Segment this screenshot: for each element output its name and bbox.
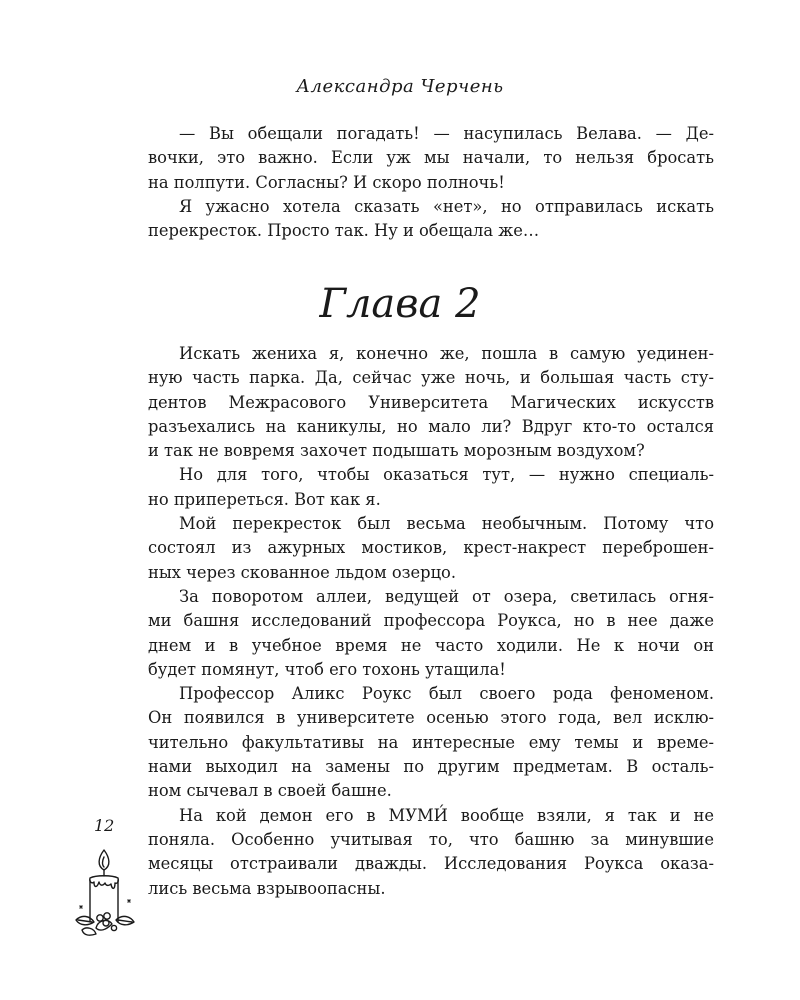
text-line: поняла. Особенно учитывая то, что башню за минувшие (148, 829, 714, 849)
page-number: 12 (94, 816, 115, 835)
text-line: и так не вовремя захочет подышать морозным воздухом? (148, 441, 645, 461)
text-line: Мой перекресток был весьма необычным. Потому что (179, 514, 714, 534)
text-line: дентов Межрасового Университета Магических искусств (148, 392, 714, 412)
text-line: Искать жениха я, конечно же, пошла в самую уединен- (179, 344, 714, 363)
text-line: нами выходил на замены по другим предметам. В осталь- (148, 757, 714, 777)
text-line: но припереться. Вот как я. (148, 489, 381, 509)
text-line: на полпути. Согласны? И скоро полночь! (148, 172, 505, 192)
text-line: На кой демон его в МУМИ́ вообще взяли, я так и не (179, 805, 714, 825)
text-line: ных через скованное льдом озерцо. (148, 562, 457, 582)
text-line: чительно факультативы на интересные ему темы и време- (148, 732, 714, 752)
text-line: разъехались на каникулы, но мало ли? Вдруг кто-то остался (148, 416, 714, 436)
candle-icon (70, 846, 138, 940)
text-line: Я ужасно хотела сказать «нет», но отправилась искать (179, 196, 714, 216)
text-line: лись весьма взрывоопасны. (148, 878, 386, 898)
text-line: состоял из ажурных мостиков, крест-накрест переброшен- (148, 538, 714, 558)
text-line: вочки, это важно. Если уж мы начали, то нельзя бросать (148, 148, 714, 168)
text-line: — Вы обещали погадать! — насупилась Велава. — Де- (179, 124, 714, 143)
text-line: перекресток. Просто так. Ну и обещала же… (148, 221, 540, 241)
text-line: Он появился в университете осенью этого года, вел исклю- (148, 708, 714, 728)
text-line: Профессор Аликс Роукс был своего рода феноменом. (179, 684, 714, 704)
text-line: днем и в учебное время не часто ходили. Не к ночи он (148, 635, 714, 655)
text-line: будет помянут, чтоб его тохонь утащила! (148, 659, 506, 679)
running-header: Александра Черчень (296, 76, 504, 97)
text-line: ми башня исследований профессора Роукса, но в нее даже (148, 611, 714, 631)
text-line: ном сычевал в своей башне. (148, 781, 392, 801)
chapter-title: Глава 2 (319, 281, 481, 327)
text-line: месяцы отстраивали дважды. Исследования Роукса оказа- (148, 854, 714, 874)
text-line: За поворотом аллеи, ведущей от озера, светилась огня- (179, 586, 714, 606)
chapter-body (148, 342, 714, 901)
text-line: ную часть парка. Да, сейчас уже ночь, и большая часть сту- (148, 368, 714, 388)
text-line: Но для того, чтобы оказаться тут, — нужно специаль- (179, 465, 714, 485)
top-paragraphs (148, 122, 714, 243)
